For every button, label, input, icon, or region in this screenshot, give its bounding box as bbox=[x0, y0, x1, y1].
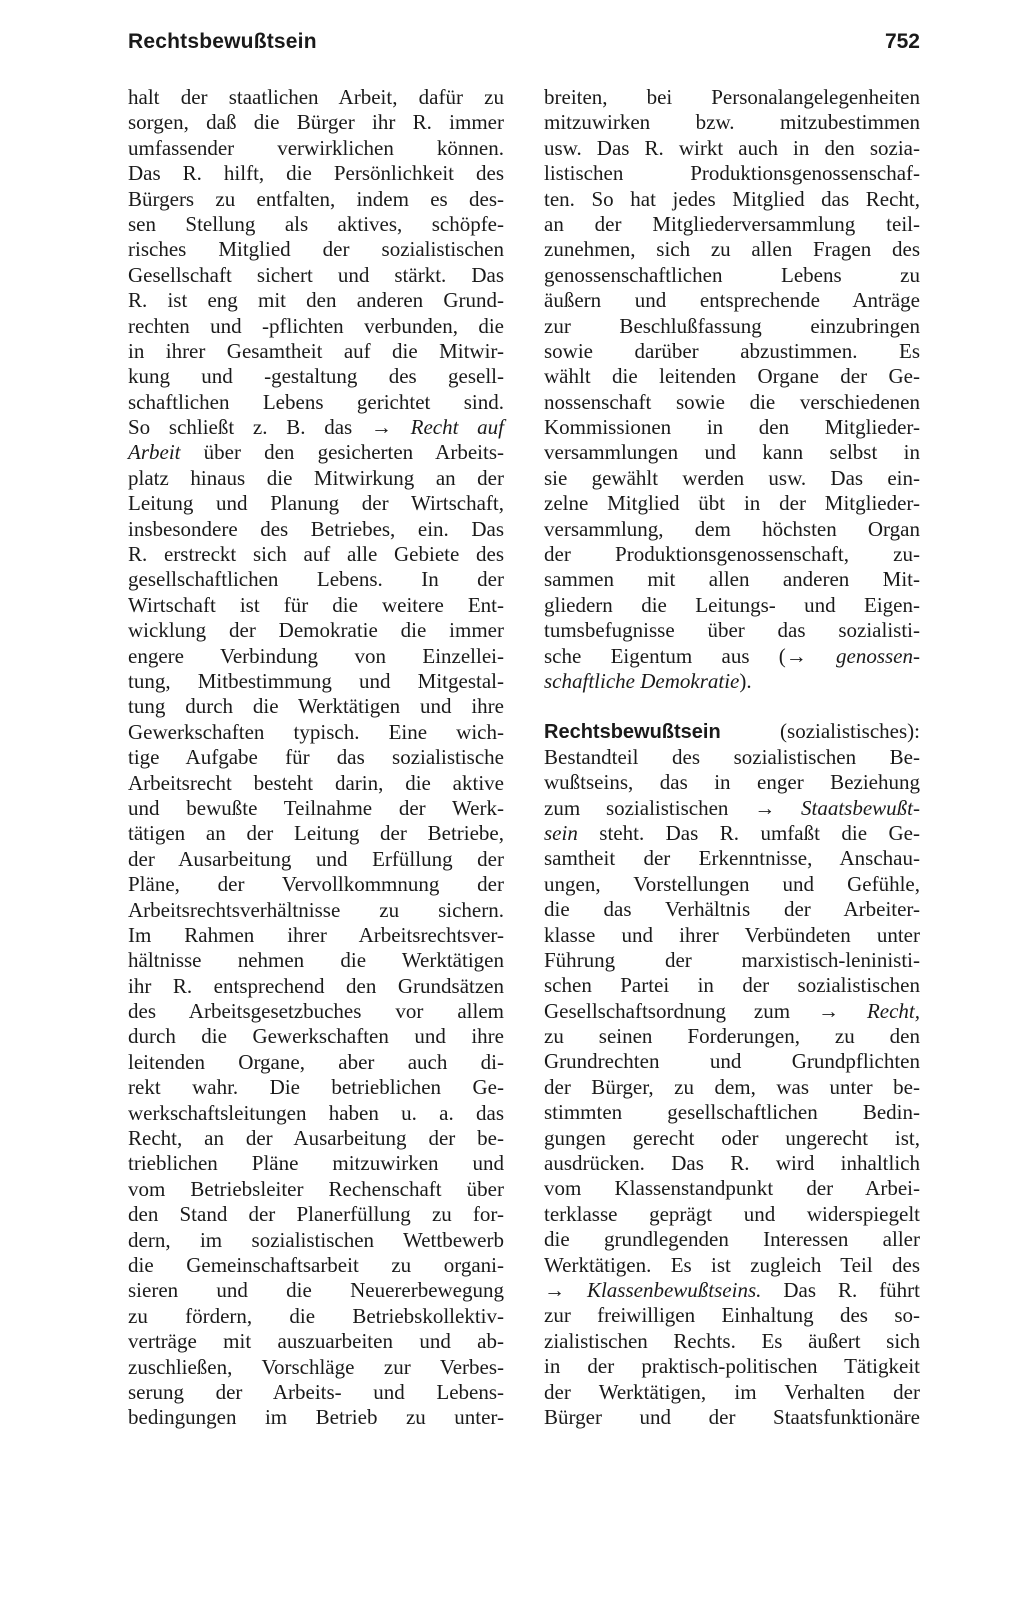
text-line bbox=[128, 1101, 504, 1126]
text-line bbox=[544, 796, 920, 821]
text-segment: tige Aufgabe für das sozialistische bbox=[128, 745, 504, 770]
text-segment: sammen mit allen anderen Mit- bbox=[544, 567, 920, 592]
text-line bbox=[128, 948, 504, 973]
text-segment: So schließt z. B. das bbox=[128, 415, 371, 440]
text-segment: mitzuwirken bzw. mitzubestimmen bbox=[544, 110, 920, 135]
text-line bbox=[544, 364, 920, 389]
text-line bbox=[128, 1024, 504, 1049]
header-title: Rechtsbewußtsein bbox=[128, 30, 317, 53]
text-line bbox=[128, 1380, 504, 1405]
text-line bbox=[128, 440, 504, 465]
text-segment: werkschaftsleitungen haben u. a. das bbox=[128, 1100, 504, 1125]
text-segment: Gewerkschaften typisch. Eine wich- bbox=[128, 719, 504, 744]
text-line bbox=[544, 644, 920, 669]
text-segment: ). bbox=[739, 668, 752, 693]
entry-headword: Rechtsbewußtsein bbox=[544, 721, 721, 744]
text-line bbox=[544, 187, 920, 212]
text-segment: zialistischen Rechts. Es äußert sich bbox=[544, 1328, 920, 1353]
text-segment: Führung der marxistisch-leninisti- bbox=[544, 947, 920, 972]
cross-reference-term: schaftliche Demokratie bbox=[544, 668, 740, 693]
text-segment: äußern und entsprechende Anträge bbox=[544, 288, 920, 313]
text-segment: vom Betriebsleiter Rechenschaft über bbox=[128, 1176, 504, 1201]
text-segment: zum sozialistischen bbox=[544, 795, 755, 820]
text-line bbox=[544, 1303, 920, 1328]
text-line bbox=[128, 796, 504, 821]
text-line bbox=[128, 466, 504, 491]
text-segment: kung und -gestaltung des gesell- bbox=[128, 364, 504, 389]
text-line bbox=[544, 872, 920, 897]
text-segment: serung der Arbeits- und Lebens- bbox=[128, 1379, 504, 1404]
text-segment: der Bürger, zu dem, was unter be- bbox=[544, 1074, 920, 1099]
text-line bbox=[128, 161, 504, 186]
text-segment: verträge mit auszuarbeiten und ab- bbox=[128, 1329, 504, 1354]
text-line bbox=[128, 364, 504, 389]
text-line bbox=[544, 110, 920, 135]
text-segment: Gesellschaft sichert und stärkt. Das bbox=[128, 262, 504, 287]
text-line bbox=[544, 136, 920, 161]
text-segment: zur Beschlußfassung einzubringen bbox=[544, 313, 920, 338]
text-line bbox=[128, 491, 504, 516]
text-segment: den Stand der Planerfüllung zu for- bbox=[128, 1202, 504, 1227]
text-segment: (sozialistisches): bbox=[720, 719, 920, 744]
left-text-column bbox=[128, 85, 504, 1431]
text-segment: genossenschaftlichen Lebens zu bbox=[544, 262, 920, 287]
text-line bbox=[128, 974, 504, 999]
text-segment: tumsbefugnisse über das sozialisti- bbox=[544, 618, 920, 643]
text-segment: Gesellschaftsordnung zum bbox=[544, 998, 818, 1023]
text-segment: und bewußte Teilnahme der Werk- bbox=[128, 795, 504, 820]
text-line bbox=[128, 1177, 504, 1202]
text-segment: des Arbeitsgesetzbuches vor allem bbox=[128, 999, 504, 1024]
text-segment: wicklung der Demokratie die immer bbox=[128, 618, 504, 643]
text-segment: tung, Mitbestimmung und Mitgestal- bbox=[128, 668, 504, 693]
text-line bbox=[544, 314, 920, 339]
text-segment: die das Verhältnis der Arbeiter- bbox=[544, 897, 920, 922]
text-segment: Das R. hilft, die Persönlichkeit des bbox=[128, 161, 504, 186]
text-line bbox=[128, 1304, 504, 1329]
text-line bbox=[544, 237, 920, 262]
text-line bbox=[544, 440, 920, 465]
text-segment: in ihrer Gesamtheit auf die Mitwir- bbox=[128, 338, 504, 363]
text-line bbox=[544, 973, 920, 998]
text-segment: trieblichen Pläne mitzuwirken und bbox=[128, 1151, 504, 1176]
text-line bbox=[544, 542, 920, 567]
text-segment: versammlung, dem höchsten Organ bbox=[544, 516, 920, 541]
text-line bbox=[544, 1227, 920, 1252]
text-line bbox=[544, 263, 920, 288]
text-line bbox=[128, 85, 504, 110]
text-line bbox=[128, 567, 504, 592]
text-line bbox=[544, 1405, 920, 1430]
text-line bbox=[128, 390, 504, 415]
text-line bbox=[128, 1405, 504, 1430]
text-segment: usw. Das R. wirkt auch in den sozia- bbox=[544, 135, 920, 160]
text-segment: rekt wahr. Die betrieblichen Ge- bbox=[128, 1075, 504, 1100]
cross-reference-term: genossen- bbox=[806, 643, 920, 668]
cross-reference-term: Arbeit bbox=[128, 440, 181, 465]
paragraph-gap bbox=[544, 694, 920, 719]
text-line bbox=[128, 212, 504, 237]
text-line bbox=[128, 1075, 504, 1100]
text-segment: halt der staatlichen Arbeit, dafür zu bbox=[128, 85, 504, 109]
text-line bbox=[544, 1278, 920, 1303]
cross-reference-arrow-icon: → bbox=[785, 643, 807, 668]
text-line bbox=[128, 187, 504, 212]
cross-reference-arrow-icon: → bbox=[754, 795, 776, 820]
text-line bbox=[128, 1228, 504, 1253]
text-line bbox=[128, 1151, 504, 1176]
text-line bbox=[128, 771, 504, 796]
text-line bbox=[128, 288, 504, 313]
text-line bbox=[128, 1329, 504, 1354]
text-segment: zuschließen, Vorschläge zur Verbes- bbox=[128, 1354, 504, 1379]
text-segment: steht. Das R. umfaßt die Ge- bbox=[577, 820, 920, 845]
text-line bbox=[544, 923, 920, 948]
text-segment: ten. So hat jedes Mitglied das Recht, bbox=[544, 186, 920, 211]
text-line bbox=[128, 415, 504, 440]
text-segment: die Gemeinschaftsarbeit zu organi- bbox=[128, 1252, 504, 1277]
text-line bbox=[544, 1354, 920, 1379]
text-line bbox=[544, 1380, 920, 1405]
text-segment: Kommissionen in den Mitglieder- bbox=[544, 415, 920, 440]
text-segment: zur freiwilligen Einhaltung des so- bbox=[544, 1303, 920, 1328]
cross-reference-term: sein bbox=[544, 820, 578, 845]
text-line bbox=[128, 1278, 504, 1303]
text-line bbox=[544, 1100, 920, 1125]
text-segment: R. ist eng mit den anderen Grund- bbox=[128, 288, 504, 313]
text-segment: sie gewählt werden usw. Das ein- bbox=[544, 465, 920, 490]
text-segment: versammlungen und kann selbst in bbox=[544, 440, 920, 465]
text-segment: stimmten gesellschaftlichen Bedin- bbox=[544, 1100, 920, 1125]
text-segment: zelne Mitglied übt in der Mitglieder- bbox=[544, 491, 920, 516]
text-line bbox=[544, 1253, 920, 1278]
text-segment: rechten und -pflichten verbunden, die bbox=[128, 313, 504, 338]
text-line bbox=[544, 821, 920, 846]
text-line bbox=[544, 669, 920, 694]
text-line bbox=[128, 1253, 504, 1278]
text-line bbox=[128, 517, 504, 542]
text-segment: wußtseins, das in enger Beziehung bbox=[544, 770, 920, 795]
cross-reference-term: Recht auf bbox=[391, 415, 504, 440]
text-segment: hältnisse nehmen die Werktätigen bbox=[128, 948, 504, 973]
text-line bbox=[128, 237, 504, 262]
text-line bbox=[544, 390, 920, 415]
text-line bbox=[128, 593, 504, 618]
text-segment: Recht, an der Ausarbeitung der be- bbox=[128, 1126, 504, 1151]
text-line bbox=[544, 288, 920, 313]
cross-reference-arrow-icon: → bbox=[370, 415, 392, 440]
text-line bbox=[544, 1176, 920, 1201]
text-line bbox=[544, 1202, 920, 1227]
text-line bbox=[128, 314, 504, 339]
text-line bbox=[128, 872, 504, 897]
text-segment: dern, im sozialistischen Wettbewerb bbox=[128, 1227, 504, 1252]
text-line bbox=[128, 1050, 504, 1075]
text-line bbox=[544, 846, 920, 871]
text-line bbox=[128, 644, 504, 669]
text-line bbox=[544, 85, 920, 110]
text-segment: der Ausarbeitung und Erfüllung der bbox=[128, 846, 504, 871]
text-segment: umfassender verwirklichen können. bbox=[128, 135, 504, 160]
text-line bbox=[128, 263, 504, 288]
text-segment: ausdrücken. Das R. wird inhaltlich bbox=[544, 1151, 920, 1176]
text-line bbox=[544, 466, 920, 491]
cross-reference-term: Recht, bbox=[839, 998, 920, 1023]
text-line bbox=[544, 1049, 920, 1074]
text-line bbox=[544, 897, 920, 922]
text-line bbox=[544, 212, 920, 237]
text-segment: terklasse geprägt und widerspiegelt bbox=[544, 1201, 920, 1226]
text-line bbox=[544, 999, 920, 1024]
text-line bbox=[544, 1126, 920, 1151]
text-line bbox=[544, 567, 920, 592]
text-line bbox=[128, 720, 504, 745]
text-segment: Werktätigen. Es ist zugleich Teil des bbox=[544, 1252, 920, 1277]
text-line bbox=[128, 745, 504, 770]
text-line bbox=[128, 898, 504, 923]
text-line bbox=[128, 923, 504, 948]
right-text-column bbox=[544, 85, 920, 1430]
text-segment: sorgen, daß die Bürger ihr R. immer bbox=[128, 110, 504, 135]
text-segment: schaftlichen Lebens gerichtet sind. bbox=[128, 389, 504, 414]
text-segment: Pläne, der Vervollkommnung der bbox=[128, 872, 504, 897]
text-segment: listischen Produktionsgenossenschaf- bbox=[544, 161, 920, 186]
text-segment: Bürgers zu entfalten, indem es des- bbox=[128, 186, 504, 211]
text-line bbox=[544, 339, 920, 364]
text-line bbox=[128, 618, 504, 643]
text-segment: Arbeitsrechtsverhältnisse zu sichern. bbox=[128, 897, 504, 922]
text-segment: leitenden Organe, aber auch di- bbox=[128, 1049, 504, 1074]
text-segment: Grundrechten und Grundpflichten bbox=[544, 1049, 920, 1074]
text-segment: Wirtschaft ist für die weitere Ent- bbox=[128, 592, 504, 617]
text-segment: der Produktionsgenossenschaft, zu- bbox=[544, 542, 920, 567]
text-segment: Das R. führt bbox=[761, 1277, 920, 1302]
text-segment: an der Mitgliederversammlung teil- bbox=[544, 211, 920, 236]
text-line bbox=[128, 542, 504, 567]
text-segment: breiten, bei Personalangelegenheiten bbox=[544, 85, 920, 109]
text-segment: in der praktisch-politischen Tätigkeit bbox=[544, 1354, 920, 1379]
cross-reference-term: Staatsbewußt- bbox=[775, 795, 920, 820]
text-segment: zu fördern, die Betriebskollektiv- bbox=[128, 1303, 504, 1328]
text-line bbox=[128, 1202, 504, 1227]
text-line bbox=[128, 136, 504, 161]
text-segment: Bürger und der Staatsfunktionäre bbox=[544, 1404, 920, 1429]
page-number: 752 bbox=[884, 30, 920, 53]
text-line bbox=[544, 1075, 920, 1100]
text-line bbox=[128, 1126, 504, 1151]
cross-reference-arrow-icon: → bbox=[544, 1277, 565, 1302]
text-segment: engere Verbindung von Einzellei- bbox=[128, 643, 504, 668]
text-segment: gesellschaftlichen Lebens. In der bbox=[128, 567, 504, 592]
text-line bbox=[128, 110, 504, 135]
text-segment: zu seinen Forderungen, zu den bbox=[544, 1024, 920, 1049]
text-segment: schen Partei in der sozialistischen bbox=[544, 973, 920, 998]
text-line bbox=[544, 415, 920, 440]
text-line bbox=[128, 669, 504, 694]
text-segment: zunehmen, sich zu allen Fragen des bbox=[544, 237, 920, 262]
text-line bbox=[128, 1355, 504, 1380]
text-segment: durch die Gewerkschaften und ihre bbox=[128, 1024, 504, 1049]
text-segment: Bestandteil des sozialistischen Be- bbox=[544, 744, 920, 769]
text-line bbox=[128, 339, 504, 364]
cross-reference-term: Klassenbewußtseins. bbox=[565, 1277, 762, 1302]
text-segment: tung durch die Werktätigen und ihre bbox=[128, 694, 504, 719]
text-segment: platz hinaus die Mitwirkung an der bbox=[128, 465, 504, 490]
text-segment: sieren und die Neuererbewegung bbox=[128, 1278, 504, 1303]
text-line bbox=[544, 745, 920, 770]
text-line bbox=[544, 1329, 920, 1354]
text-segment: bedingungen im Betrieb zu unter- bbox=[128, 1405, 504, 1430]
text-line bbox=[544, 770, 920, 795]
text-segment: die grundlegenden Interessen aller bbox=[544, 1227, 920, 1252]
text-line bbox=[128, 821, 504, 846]
text-line bbox=[544, 491, 920, 516]
text-segment: Arbeitsrecht besteht darin, die aktive bbox=[128, 770, 504, 795]
text-line bbox=[544, 1024, 920, 1049]
text-segment: klasse und ihrer Verbündeten unter bbox=[544, 922, 920, 947]
text-segment: R. erstreckt sich auf alle Gebiete des bbox=[128, 542, 504, 567]
text-segment: sen Stellung als aktives, schöpfe- bbox=[128, 211, 504, 236]
text-line bbox=[544, 719, 920, 744]
running-header bbox=[128, 30, 920, 60]
text-line bbox=[544, 161, 920, 186]
text-segment: sowie darüber abzustimmen. Es bbox=[544, 338, 920, 363]
text-line bbox=[544, 593, 920, 618]
text-line bbox=[544, 948, 920, 973]
text-segment: risches Mitglied der sozialistischen bbox=[128, 237, 504, 262]
text-segment: sche Eigentum aus ( bbox=[544, 643, 786, 668]
text-segment: der Werktätigen, im Verhalten der bbox=[544, 1379, 920, 1404]
text-segment: ungen, Vorstellungen und Gefühle, bbox=[544, 871, 920, 896]
text-segment: gungen gerecht oder ungerecht ist, bbox=[544, 1125, 920, 1150]
text-line bbox=[544, 1151, 920, 1176]
text-segment: insbesondere des Betriebes, ein. Das bbox=[128, 516, 504, 541]
text-segment: nossenschaft sowie die verschiedenen bbox=[544, 389, 920, 414]
text-segment: Leitung und Planung der Wirtschaft, bbox=[128, 491, 504, 516]
text-line bbox=[128, 999, 504, 1024]
text-segment: wählt die leitenden Organe der Ge- bbox=[544, 364, 920, 389]
text-segment: vom Klassenstandpunkt der Arbei- bbox=[544, 1176, 920, 1201]
text-line bbox=[128, 847, 504, 872]
text-segment: tätigen an der Leitung der Betriebe, bbox=[128, 821, 504, 846]
text-segment: ihr R. entsprechend den Grundsätzen bbox=[128, 973, 504, 998]
text-line bbox=[128, 694, 504, 719]
text-line bbox=[544, 618, 920, 643]
text-segment: samtheit der Erkenntnisse, Anschau- bbox=[544, 846, 920, 871]
text-segment: Im Rahmen ihrer Arbeitsrechtsver- bbox=[128, 922, 504, 947]
text-line bbox=[544, 517, 920, 542]
text-segment: gliedern die Leitungs- und Eigen- bbox=[544, 592, 920, 617]
text-segment: über den gesicherten Arbeits- bbox=[180, 440, 504, 465]
cross-reference-arrow-icon: → bbox=[818, 998, 839, 1023]
